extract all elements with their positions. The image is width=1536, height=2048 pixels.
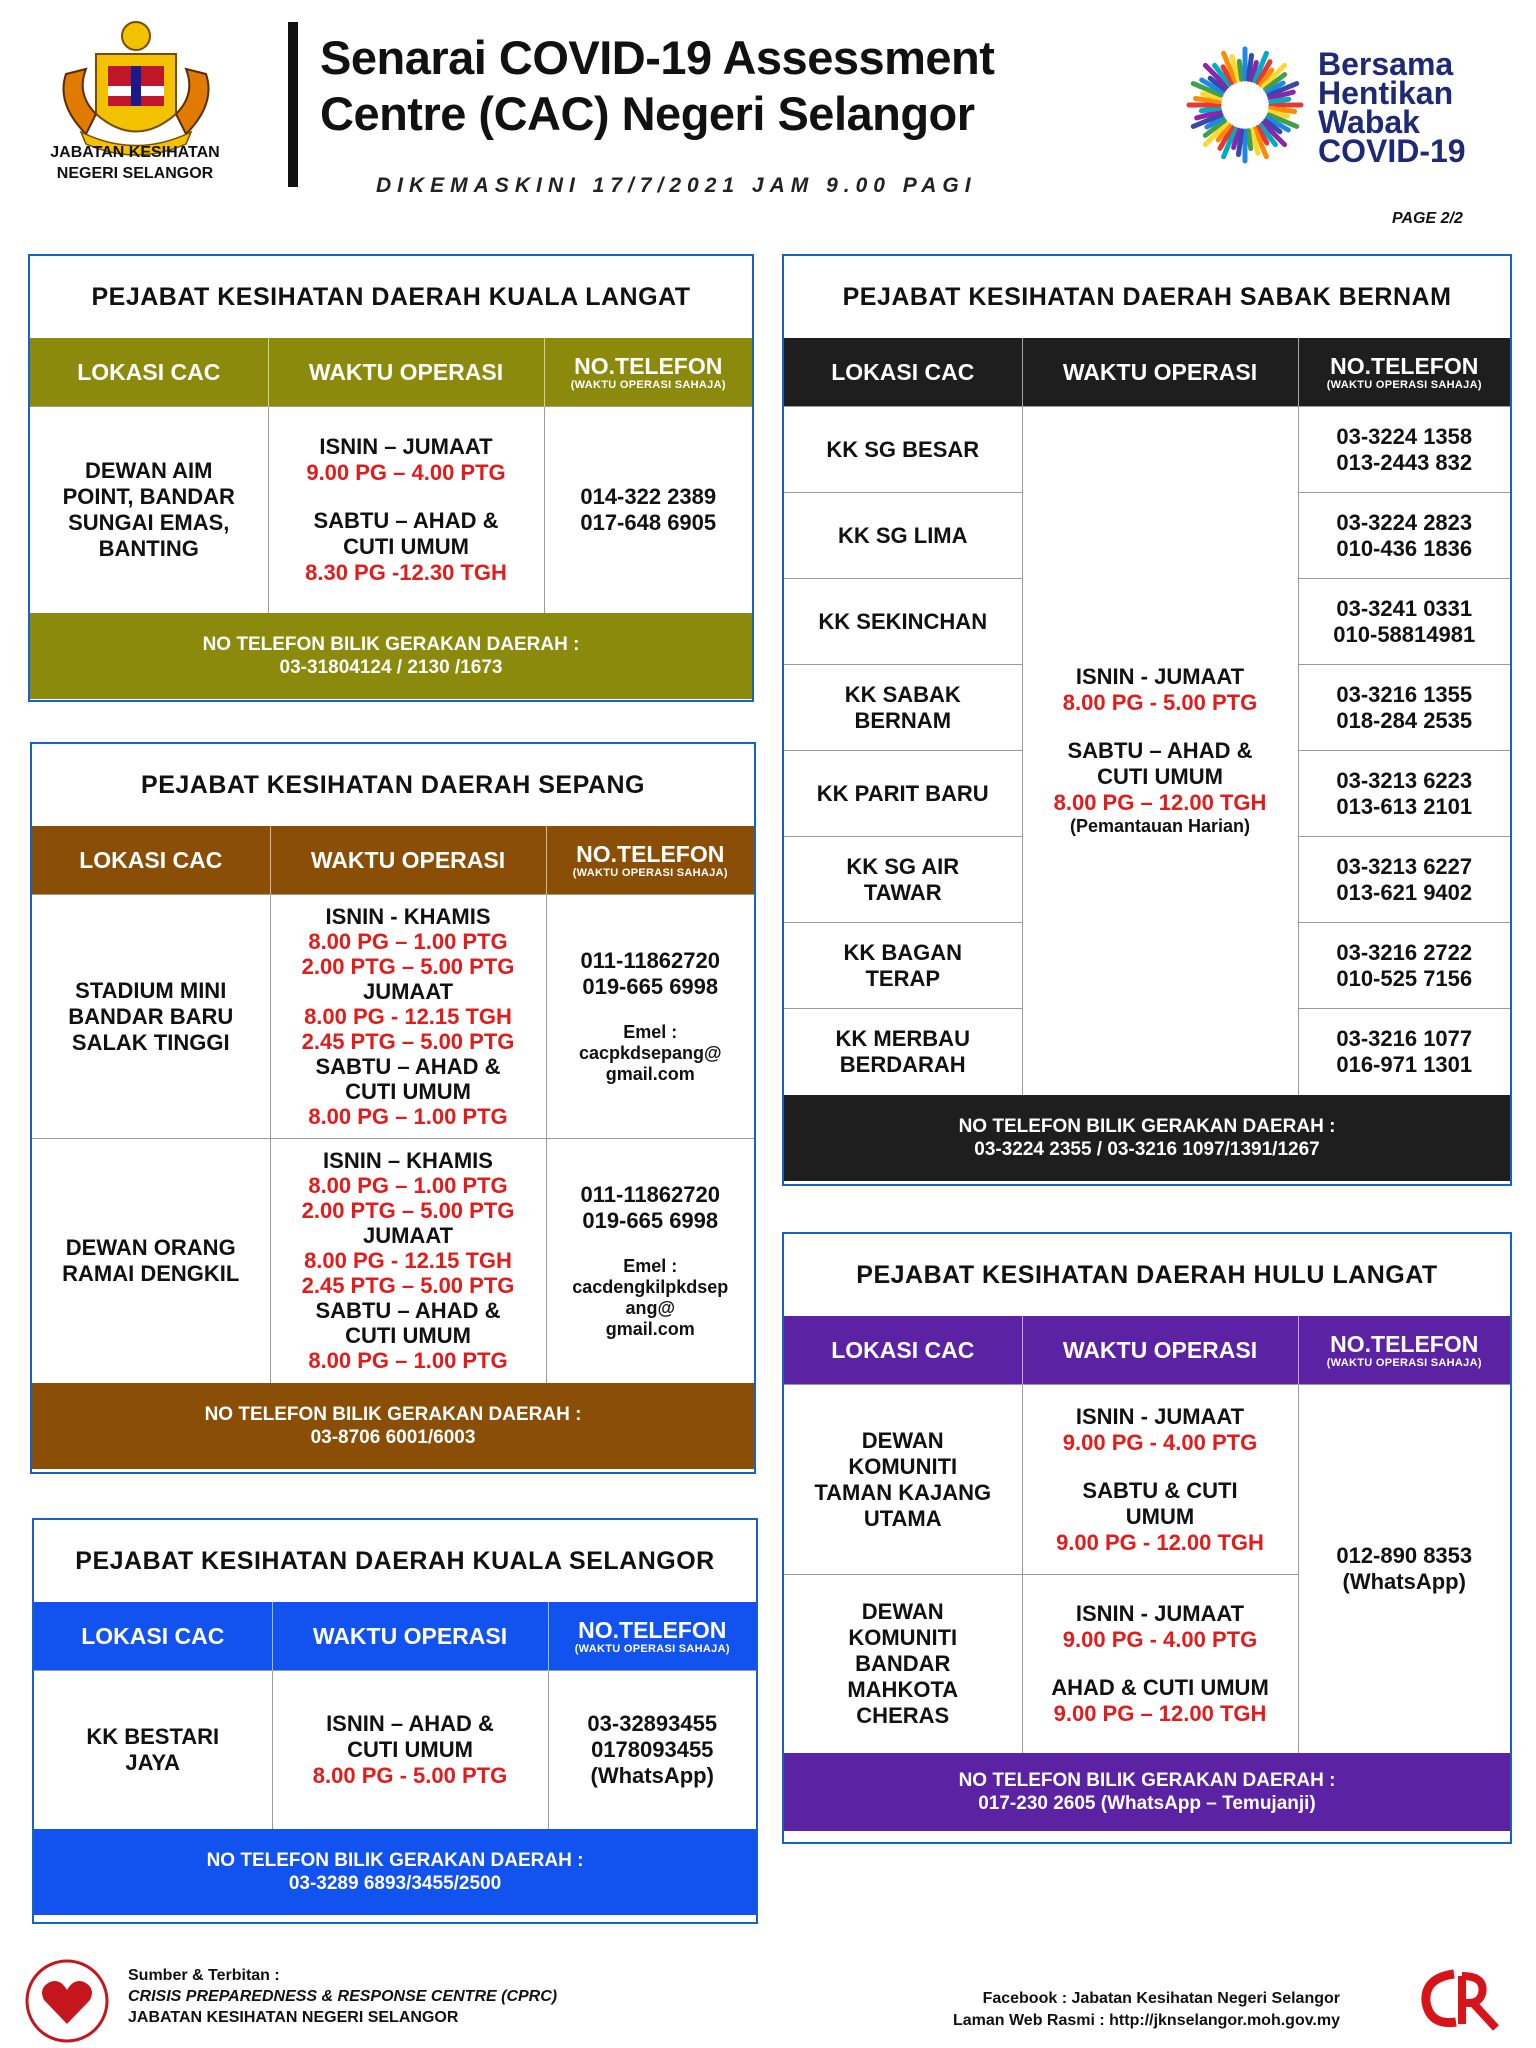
hours-cell: ISNIN – JUMAAT 9.00 PG – 4.00 PTG SABTU – AHAD & CUTI UMUM 8.30 PG -12.30 TGH bbox=[268, 407, 544, 613]
col-header-location: LOKASI CAC bbox=[77, 358, 221, 385]
phone-cell: 03-3216 2722 010-525 7156 bbox=[1298, 923, 1510, 1009]
card-sabak-bernam bbox=[782, 254, 1512, 1186]
table-row bbox=[784, 407, 1510, 493]
col-header-location: LOKASI CAC bbox=[831, 1336, 975, 1363]
page-title: Senarai COVID-19 Assessment Centre (CAC) Negeri Selangor bbox=[320, 31, 995, 140]
phone-cell: 03-3224 1358 013-2443 832 bbox=[1298, 407, 1510, 493]
sunburst-ray bbox=[1271, 99, 1289, 101]
district-ops-room-band: NO TELEFON BILIK GERAKAN DAERAH : 03-8706 6001/6003 bbox=[32, 1383, 754, 1469]
sunburst-ray bbox=[1239, 61, 1241, 79]
location-cell: KK SEKINCHAN bbox=[784, 579, 1022, 665]
cac-table bbox=[784, 338, 1510, 1095]
hours-cell: ISNIN - JUMAAT 8.00 PG - 5.00 PTG SABTU – AHAD & CUTI UMUM 8.00 PG – 12.00 TGH (Pemantauan Harian) bbox=[1022, 407, 1298, 1095]
phone-cell: 012-890 8353 (WhatsApp) bbox=[1298, 1385, 1510, 1753]
card-kuala-langat bbox=[28, 254, 754, 702]
table-row bbox=[784, 1385, 1510, 1575]
table-row bbox=[30, 407, 752, 613]
location-cell: KK SG LIMA bbox=[784, 493, 1022, 579]
district-ops-room-band: NO TELEFON BILIK GERAKAN DAERAH : 03-31804124 / 2130 /1673 bbox=[30, 613, 752, 699]
phone-cell: 03-3241 0331 010-58814981 bbox=[1298, 579, 1510, 665]
page-number: PAGE 2/2 bbox=[1392, 210, 1463, 227]
table-row bbox=[32, 895, 754, 1139]
col-header-hours: WAKTU OPERASI bbox=[270, 826, 546, 895]
col-header-hours: WAKTU OPERASI bbox=[268, 338, 544, 407]
phone-cell: 014-322 2389 017-648 6905 bbox=[544, 407, 752, 613]
col-header-location: LOKASI CAC bbox=[831, 358, 975, 385]
facebook-link[interactable]: Facebook : Jabatan Kesihatan Negeri Selangor bbox=[982, 1990, 1340, 2007]
district-ops-room-band: NO TELEFON BILIK GERAKAN DAERAH : 03-3289 6893/3455/2500 bbox=[34, 1829, 756, 1915]
agency-name: JABATAN KESIHATAN NEGERI SELANGOR bbox=[50, 144, 220, 182]
source-credit: Sumber & Terbitan : CRISIS PREPAREDNESS & RESPONSE CENTRE (CPRC) JABATAN KESIHATAN NEGERI SELANGOR bbox=[128, 1967, 558, 2026]
location-cell: DEWAN AIM POINT, BANDAR SUNGAI EMAS, BANTING bbox=[30, 407, 268, 613]
cac-table bbox=[784, 1316, 1510, 1753]
phone-cell: 03-3216 1355 018-284 2535 bbox=[1298, 665, 1510, 751]
location-cell: DEWAN ORANG RAMAI DENGKIL bbox=[32, 1139, 270, 1383]
phone-cell: 03-3213 6223 013-613 2101 bbox=[1298, 751, 1510, 837]
phone-cell: 03-32893455 0178093455 (WhatsApp) bbox=[548, 1671, 756, 1829]
card-title: PEJABAT KESIHATAN DAERAH HULU LANGAT bbox=[856, 1260, 1438, 1289]
location-cell: KK BAGAN TERAP bbox=[784, 923, 1022, 1009]
col-header-phone: NO.TELEFON (WAKTU OPERASI SAHAJA) bbox=[1298, 1316, 1510, 1385]
updated-timestamp: DIKEMASKINI 17/7/2021 JAM 9.00 PAGI bbox=[376, 174, 977, 197]
contact-links bbox=[953, 1988, 1340, 2032]
card-title: PEJABAT KESIHATAN DAERAH KUALA SELANGOR bbox=[75, 1546, 715, 1575]
table-row bbox=[34, 1671, 756, 1829]
col-header-phone: NO.TELEFON (WAKTU OPERASI SAHAJA) bbox=[1298, 338, 1510, 407]
table-row bbox=[32, 1139, 754, 1383]
hours-cell: ISNIN – AHAD & CUTI UMUM 8.00 PG - 5.00 PTG bbox=[272, 1671, 548, 1829]
location-cell: KK SG AIR TAWAR bbox=[784, 837, 1022, 923]
sunburst-ray bbox=[1248, 131, 1250, 149]
sunburst-ray bbox=[1201, 108, 1219, 110]
card-kuala-selangor bbox=[32, 1518, 758, 1924]
location-cell: KK SABAK BERNAM bbox=[784, 665, 1022, 751]
location-cell: DEWAN KOMUNITI TAMAN KAJANG UTAMA bbox=[784, 1385, 1022, 1575]
cprc-logo bbox=[1416, 1966, 1508, 2036]
card-title: PEJABAT KESIHATAN DAERAH SABAK BERNAM bbox=[842, 282, 1452, 311]
hours-cell: ISNIN - KHAMIS 8.00 PG – 1.00 PTG 2.00 PTG – 5.00 PTG JUMAAT 8.00 PG - 12.15 TGH 2.45 PTG – 5.00 PTG SABTU – AHAD & CUTI UMUM 8.00 PG – 1.00 PTG bbox=[270, 895, 546, 1139]
location-cell: KK MERBAU BERDARAH bbox=[784, 1009, 1022, 1095]
card-hulu-langat bbox=[782, 1232, 1512, 1844]
col-header-location: LOKASI CAC bbox=[79, 846, 223, 873]
col-header-phone: NO.TELEFON (WAKTU OPERASI SAHAJA) bbox=[548, 1602, 756, 1671]
card-title: PEJABAT KESIHATAN DAERAH KUALA LANGAT bbox=[91, 282, 691, 311]
campaign-slogan: Bersama Hentikan Wabak COVID-19 bbox=[1318, 46, 1466, 169]
location-cell: STADIUM MINI BANDAR BARU SALAK TINGGI bbox=[32, 895, 270, 1139]
phone-cell: 03-3224 2823 010-436 1836 bbox=[1298, 493, 1510, 579]
ministry-heart-logo bbox=[24, 1958, 110, 2044]
cac-table bbox=[30, 338, 752, 613]
col-header-location: LOKASI CAC bbox=[81, 1622, 225, 1649]
phone-cell: 011-11862720 019-665 6998 Emel : cacdengkilpkdsep ang@ gmail.com bbox=[546, 1139, 754, 1383]
cac-table bbox=[34, 1602, 756, 1829]
location-cell: KK BESTARI JAYA bbox=[34, 1671, 272, 1829]
card-sepang bbox=[30, 742, 756, 1474]
location-cell: KK PARIT BARU bbox=[784, 751, 1022, 837]
campaign-sunburst-logo bbox=[1180, 40, 1310, 170]
district-ops-room-band: NO TELEFON BILIK GERAKAN DAERAH : 017-230 2605 (WhatsApp – Temujanji) bbox=[784, 1753, 1510, 1831]
phone-cell: 03-3216 1077 016-971 1301 bbox=[1298, 1009, 1510, 1095]
district-ops-room-band: NO TELEFON BILIK GERAKAN DAERAH : 03-3224 2355 / 03-3216 1097/1391/1267 bbox=[784, 1095, 1510, 1181]
location-cell: DEWAN KOMUNITI BANDAR MAHKOTA CHERAS bbox=[784, 1575, 1022, 1753]
cac-table bbox=[32, 826, 754, 1383]
hours-cell: ISNIN - JUMAAT 9.00 PG - 4.00 PTG AHAD & CUTI UMUM 9.00 PG – 12.00 TGH bbox=[1022, 1575, 1298, 1753]
col-header-hours: WAKTU OPERASI bbox=[1022, 1316, 1298, 1385]
website-link[interactable]: Laman Web Rasmi : http://jknselangor.moh.gov.my bbox=[952, 2012, 1340, 2029]
col-header-hours: WAKTU OPERASI bbox=[1022, 338, 1298, 407]
phone-cell: 011-11862720 019-665 6998 Emel : cacpkdsepang@ gmail.com bbox=[546, 895, 754, 1139]
location-cell: KK SG BESAR bbox=[784, 407, 1022, 493]
col-header-phone: NO.TELEFON (WAKTU OPERASI SAHAJA) bbox=[544, 338, 752, 407]
card-title: PEJABAT KESIHATAN DAERAH SEPANG bbox=[141, 770, 645, 799]
col-header-phone: NO.TELEFON (WAKTU OPERASI SAHAJA) bbox=[546, 826, 754, 895]
hours-cell: ISNIN – KHAMIS 8.00 PG – 1.00 PTG 2.00 PTG – 5.00 PTG JUMAAT 8.00 PG - 12.15 TGH 2.45 PTG – 5.00 PTG SABTU – AHAD & CUTI UMUM 8.00 PG – 1.00 PTG bbox=[270, 1139, 546, 1383]
phone-cell: 03-3213 6227 013-621 9402 bbox=[1298, 837, 1510, 923]
col-header-hours: WAKTU OPERASI bbox=[272, 1602, 548, 1671]
hours-cell: ISNIN - JUMAAT 9.00 PG - 4.00 PTG SABTU & CUTI UMUM 9.00 PG - 12.00 TGH bbox=[1022, 1385, 1298, 1575]
title-divider-bar bbox=[288, 22, 298, 187]
